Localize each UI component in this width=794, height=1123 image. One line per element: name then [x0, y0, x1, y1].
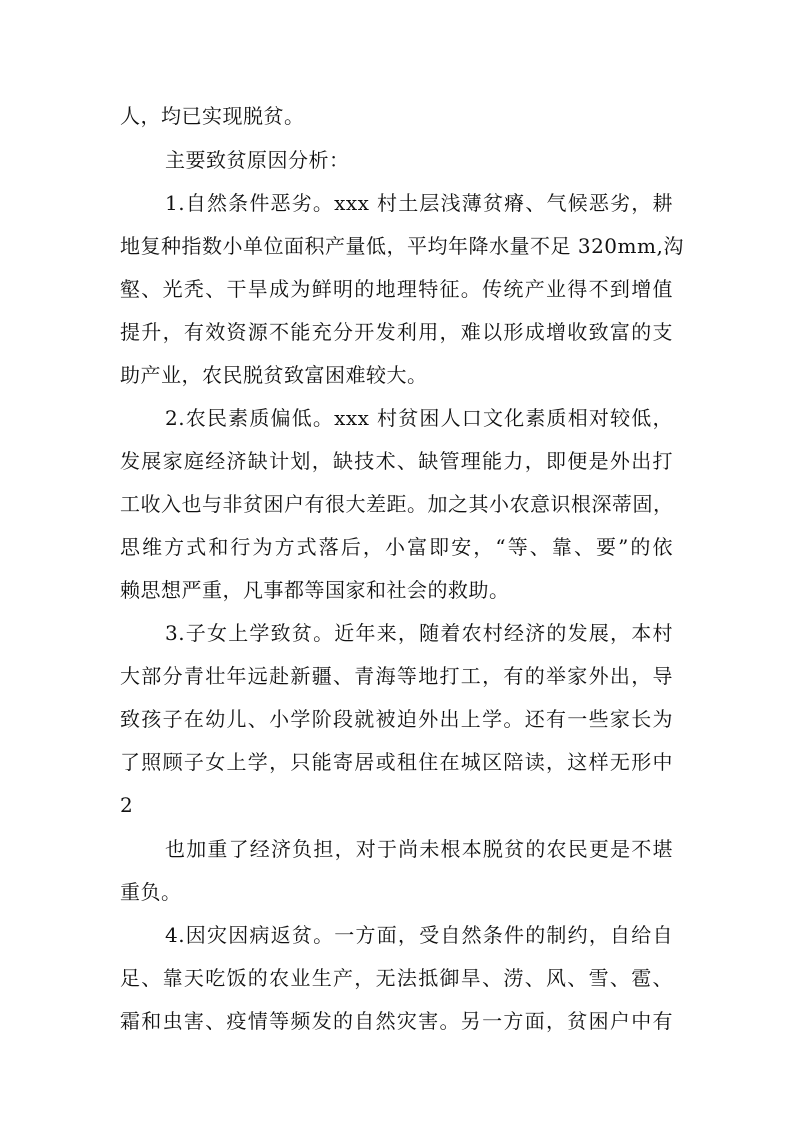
text-line: 也加重了经济负担，对于尚未根本脱贫的农民更是不堪 [165, 837, 673, 861]
text-line: 足、靠天吃饭的农业生产，无法抵御旱、涝、风、雪、雹、 [120, 966, 673, 990]
text-line: 壑、光秃、干旱成为鲜明的地理特征。传统产业得不到增值 [120, 277, 673, 301]
text-line: 1.自然条件恶劣。xxx 村土层浅薄贫瘠、气候恶劣，耕 [165, 191, 673, 215]
text-line: 发展家庭经济缺计划，缺技术、缺管理能力，即便是外出打 [120, 449, 673, 473]
text-line: 了照顾子女上学，只能寄居或租住在城区陪读，这样无形中 [120, 750, 673, 774]
text-line: 助产业，农民脱贫致富困难较大。 [120, 363, 428, 387]
text-line: 重负。 [120, 880, 182, 904]
text-line: 2.农民素质偏低。xxx 村贫困人口文化素质相对较低， [165, 406, 673, 430]
text-line: 4.因灾因病返贫。一方面，受自然条件的制约，自给自 [165, 923, 673, 947]
text-line: 大部分青壮年远赴新疆、青海等地打工，有的举家外出，导 [120, 664, 673, 688]
page-number: 2 [120, 793, 134, 817]
text-line: 提升，有效资源不能充分开发利用，难以形成增收致富的支 [120, 320, 673, 344]
text-line: 工收入也与非贫困户有很大差距。加之其小农意识根深蒂固， [120, 492, 674, 516]
text-line: 致孩子在幼儿、小学阶段就被迫外出上学。还有一些家长为 [120, 707, 673, 731]
text-line: 霜和虫害、疫情等频发的自然灾害。另一方面，贫困户中有 [120, 1009, 673, 1033]
text-line: 赖思想严重，凡事都等国家和社会的救助。 [120, 578, 510, 602]
section-heading: 主要致贫原因分析： [165, 148, 350, 172]
text-line: 3.子女上学致贫。近年来，随着农村经济的发展，本村 [165, 621, 673, 645]
text-line: 地复种指数小单位面积产量低，平均年降水量不足 320mm,沟 [120, 234, 684, 258]
text-line: 思维方式和行为方式落后，小富即安，“等、靠、要”的依 [120, 535, 673, 559]
text-line: 人，均已实现脱贫。 [120, 104, 305, 128]
